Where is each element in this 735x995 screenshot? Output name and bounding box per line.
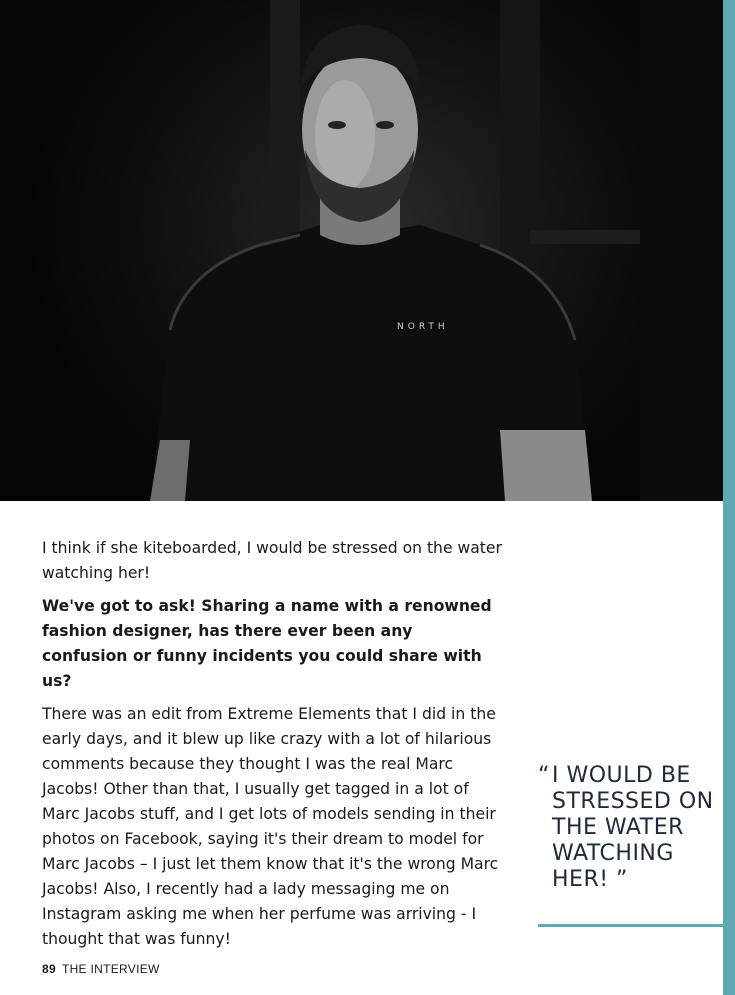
- answer-paragraph: There was an edit from Extreme Elements that I did in the early days, and it blew up like crazy with a lot of hilarious comments because they thought I was the real Marc Jacobs! Other than that, I usually get tagged in a lot of Marc Jacobs stuff, and I get lots of models sending in their photos on Facebook, saying it's their dream to model for Marc Jacobs – I just let them know that it's the wrong Marc Jacobs! Also, I recently had a lady messaging me on Instagram asking me when her perfume was arriving - I thought that was funny!: [42, 705, 499, 948]
- portrait-photo: [0, 0, 723, 501]
- accent-side-bar: [723, 0, 735, 995]
- portrait-illustration: [0, 0, 723, 501]
- answer-paragraph: I think if she kiteboarded, I would be stressed on the water watching her!: [42, 539, 502, 582]
- page-footer: [42, 962, 160, 976]
- pull-quote-text: I WOULD BE STRESSED ON THE WATER WATCHING HER! ”: [552, 763, 714, 892]
- section-name: THE INTERVIEW: [61, 962, 160, 976]
- pull-quote: [538, 763, 724, 893]
- question-paragraph: We've got to ask! Sharing a name with a renowned fashion designer, has there ever been any confusion or funny incidents you could share with us?: [42, 597, 492, 690]
- page-number: 89: [42, 962, 56, 976]
- open-quote-mark: “: [538, 763, 550, 788]
- pull-quote-underline: [538, 924, 724, 927]
- article-body: [42, 536, 502, 960]
- shirt-logo-text: NORTH: [397, 322, 449, 332]
